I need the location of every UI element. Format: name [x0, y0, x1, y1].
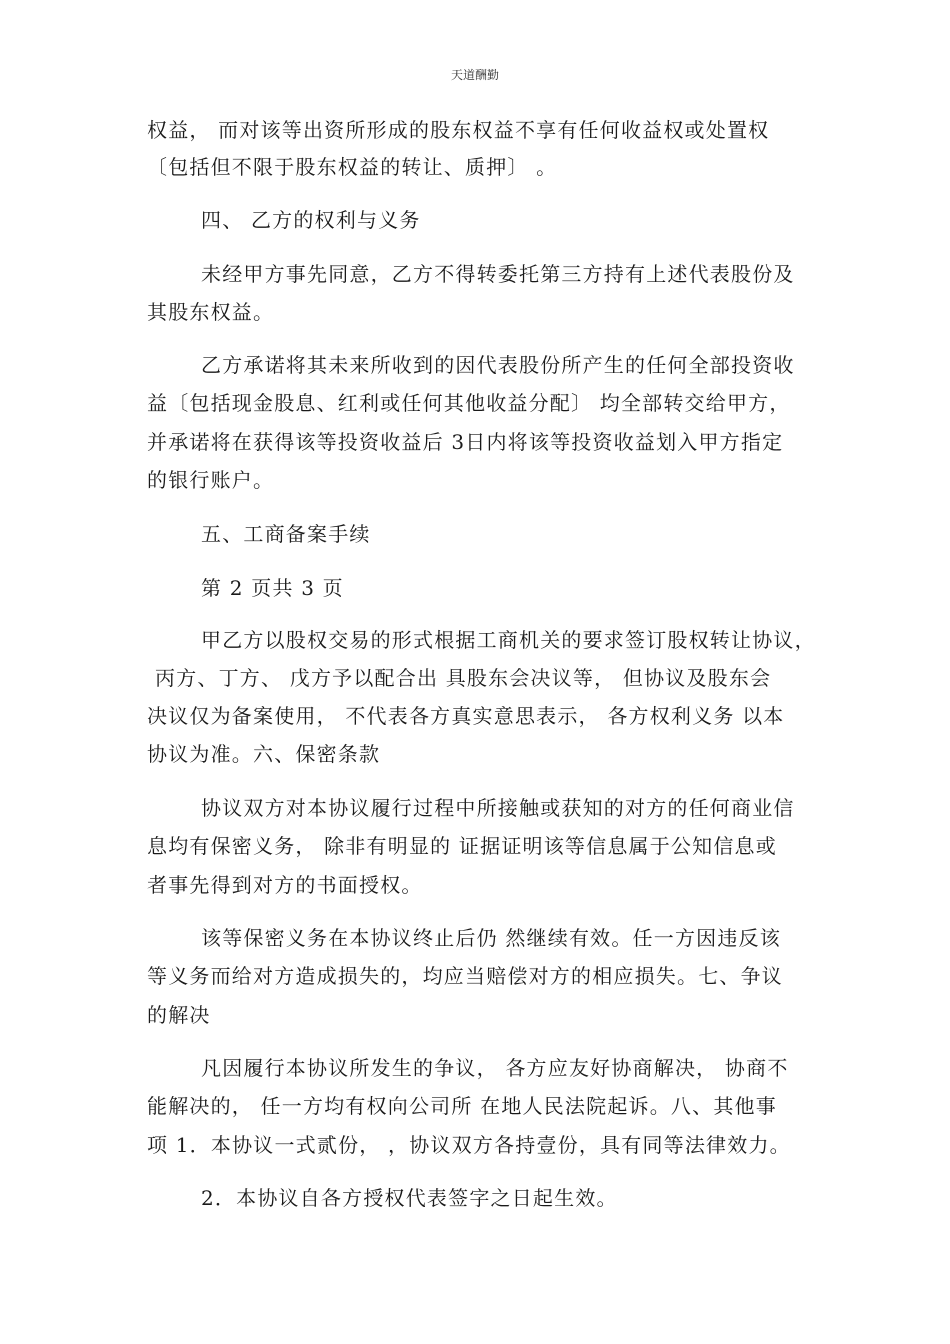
page-header: 天道酬勤 [450, 68, 499, 82]
body-line: 权益， 而对该等出资所形成的股东权益不享有任何收益权或处置权 [147, 118, 770, 142]
body-line: 乙方承诺将其未来所收到的因代表股份所产生的任何全部投资收 [201, 353, 795, 377]
body-line: 息均有保密义务， 除非有明显的 证据证明该等信息属于公知信息或 [147, 834, 777, 858]
body-line: 丙方、丁方、 戊方予以配合出 具股东会决议等， 但协议及股东会 [155, 666, 772, 690]
body-line: 协议为准。六、保密条款 [147, 742, 381, 766]
body-line: 决议仅为备案使用， 不代表各方真实意思表示， 各方权利义务 以本 [147, 704, 785, 728]
body-line: 未经甲方事先同意，乙方不得转委托第三方持有上述代表股份及 [201, 262, 795, 286]
page-number: 第 2 页共 3 页 [201, 576, 344, 600]
body-line: 益〔包括现金股息、红利或任何其他收益分配〕 均全部转交给甲方， [147, 391, 791, 415]
body-line: 甲乙方以股权交易的形式根据工商机关的要求签订股权转让协议， [201, 628, 816, 652]
body-line: 并承诺将在获得该等投资收益后 3日内将该等投资收益划入甲方指定 [147, 430, 784, 454]
body-line: 的解决 [147, 1003, 211, 1027]
body-line: 能解决的， 任一方均有权向公司所 在地人民法院起诉。八、其他事 [147, 1094, 777, 1118]
body-line: 的银行账户。 [147, 468, 275, 492]
body-line: 项 1．本协议一式贰份， ，协议双方各持壹份，具有同等法律效力。 [147, 1133, 791, 1157]
body-line: 等义务而给对方造成损失的，均应当赔偿对方的相应损失。七、争议 [147, 964, 783, 988]
section-heading-5: 五、工商备案手续 [201, 522, 371, 546]
body-line: 其股东权益。 [147, 300, 275, 324]
body-line: 凡因履行本协议所发生的争议， 各方应友好协商解决， 协商不 [201, 1056, 789, 1080]
body-line: 协议双方对本协议履行过程中所接触或获知的对方的任何商业信 [201, 796, 795, 820]
body-line: 该等保密义务在本协议终止后仍 然继续有效。任一方因违反该 [201, 926, 781, 950]
body-line: 者事先得到对方的书面授权。 [147, 873, 423, 897]
body-line: 〔包括但不限于股东权益的转让、质押〕 。 [147, 155, 558, 179]
body-line: 2．本协议自各方授权代表签字之日起生效。 [201, 1186, 618, 1210]
section-heading-4: 四、 乙方的权利与义务 [201, 208, 421, 232]
